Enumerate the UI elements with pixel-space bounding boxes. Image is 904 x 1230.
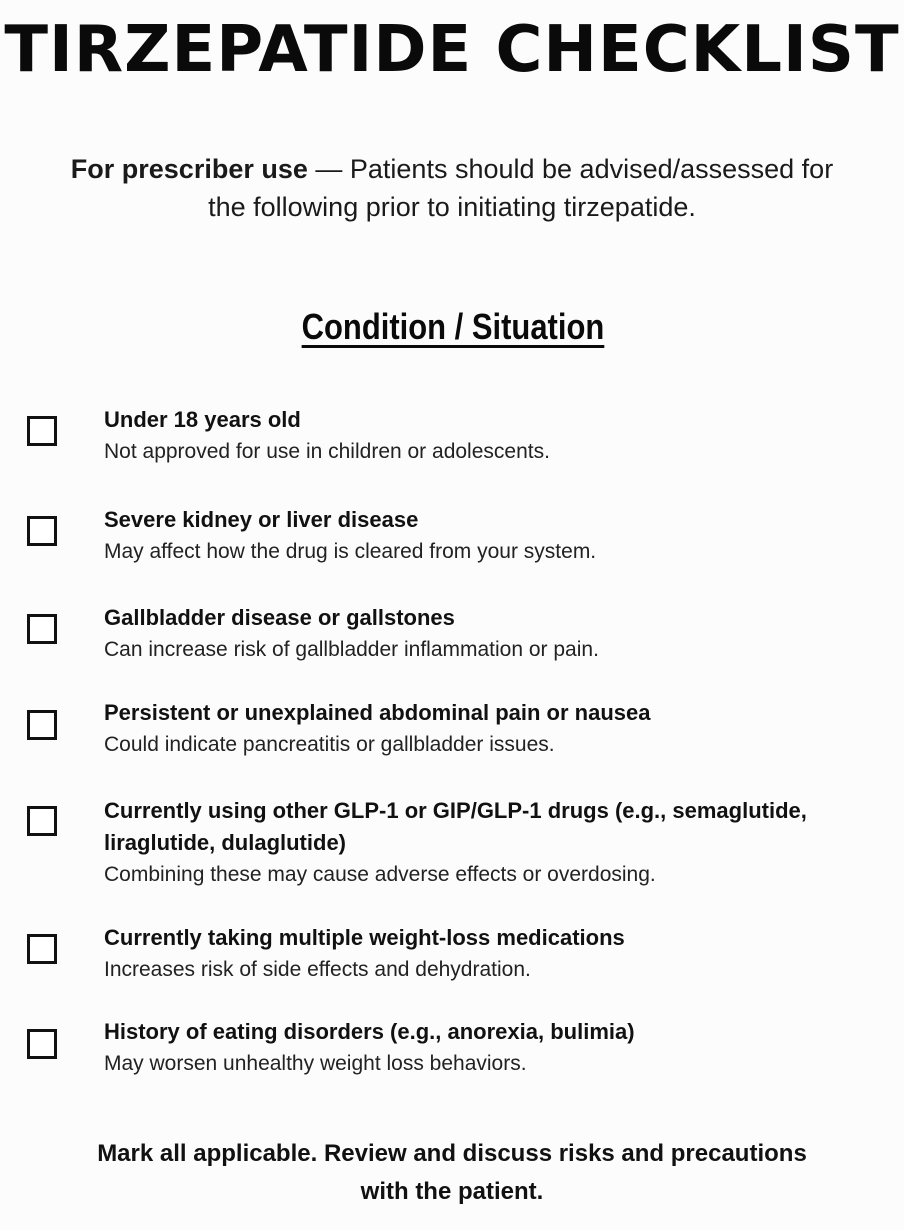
intro-line-1-rest: Patients should be advised/assessed for — [349, 154, 834, 184]
checklist-item-text — [104, 602, 894, 666]
item-title: Gallbladder disease or gallstones — [104, 605, 455, 630]
checklist-item-text — [104, 795, 894, 891]
item-title: Under 18 years old — [104, 407, 301, 432]
intro-separator: — — [307, 154, 350, 184]
item-description: Can increase risk of gallbladder inflammation or pain. — [104, 638, 599, 661]
checkbox-weight-loss-meds[interactable] — [27, 934, 57, 964]
item-title: History of eating disorders (e.g., anorexia, bulimia) — [104, 1019, 635, 1044]
item-description: Increases risk of side effects and dehydration. — [104, 958, 531, 981]
item-title-line-2: liraglutide, dulaglutide) — [104, 830, 346, 855]
footer-line-1: Mark all applicable. Review and discuss risks and precautions — [97, 1140, 807, 1167]
intro-line-1 — [0, 150, 904, 188]
section-heading — [0, 304, 904, 350]
item-title-line-1: Currently using other GLP-1 or GIP/GLP-1 drugs (e.g., semaglutide, — [104, 798, 807, 823]
section-heading-text: Condition / Situation — [301, 306, 605, 347]
intro-lead: For prescriber use — [70, 154, 308, 184]
footer-instructions — [0, 1135, 904, 1211]
intro-line-2: the following prior to initiating tirzepatide. — [208, 192, 696, 222]
checkbox-glp1-drugs[interactable] — [27, 806, 57, 836]
item-description: Not approved for use in children or adolescents. — [104, 440, 550, 463]
item-title: Severe kidney or liver disease — [104, 507, 419, 532]
footer-line-2: with the patient. — [360, 1178, 544, 1205]
intro-text — [0, 150, 904, 226]
checkbox-under-18[interactable] — [27, 416, 57, 446]
item-description: Could indicate pancreatitis or gallbladder issues. — [104, 733, 555, 756]
item-title: Currently taking multiple weight-loss medications — [104, 925, 625, 950]
checkbox-kidney-liver[interactable] — [27, 516, 57, 546]
item-description: Combining these may cause adverse effects or overdosing. — [104, 863, 656, 886]
item-title: Persistent or unexplained abdominal pain or nausea — [104, 700, 651, 725]
checkbox-eating-disorders[interactable] — [27, 1029, 57, 1059]
checklist-item-text — [104, 404, 894, 468]
checklist-item-text — [104, 1016, 894, 1080]
item-description: May affect how the drug is cleared from your system. — [104, 540, 597, 563]
item-description: May worsen unhealthy weight loss behaviors. — [104, 1052, 527, 1075]
checklist-item-text — [104, 504, 894, 568]
checkbox-abdominal-pain[interactable] — [27, 710, 57, 740]
checkbox-gallbladder[interactable] — [27, 614, 57, 644]
checklist-item-text — [104, 697, 894, 761]
page-title: TIRZEPATIDE CHECKLIST — [4, 13, 900, 87]
checklist-item-text — [104, 922, 894, 986]
